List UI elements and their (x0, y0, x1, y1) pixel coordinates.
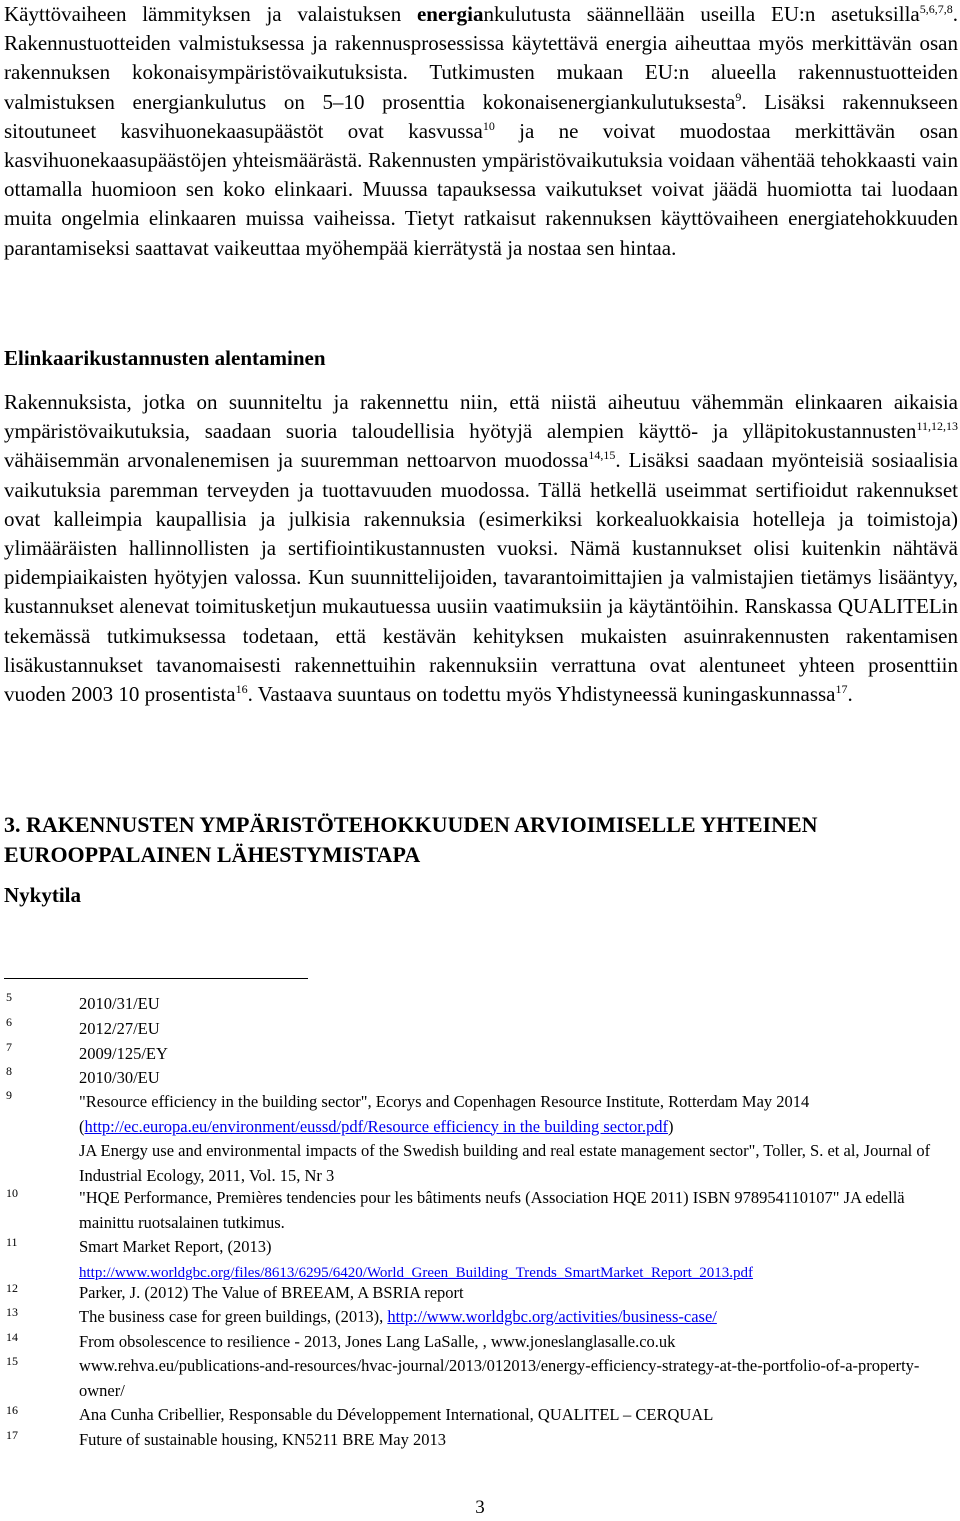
footnote-text: www.rehva.eu/publications-and-resources/hvac-journal/2013/012013/energy-efficiency-strategy-at-the-portfolio-of-a-property-owner/ (79, 1356, 920, 1400)
footnote-ref[interactable]: 10 (482, 118, 495, 133)
footnote-text: "HQE Performance, Premières tendencies pour les bâtiments neufs (Association HQE 2011) ISBN 978954110107" JA edellä mainittu ruotsalainen tutkimus. (79, 1188, 905, 1232)
footnote-text: 2012/27/EU (79, 1019, 160, 1038)
footnote-number: 9 (6, 1088, 12, 1102)
section-heading-life-cycle-costs: Elinkaarikustannusten alentaminen (4, 346, 326, 370)
page-number: 3 (475, 1497, 485, 1518)
paragraph-life-cycle-costs (4, 388, 958, 709)
footnote-ref[interactable]: 16 (235, 682, 248, 697)
text: "Resource efficiency in the building sector", Ecorys and Copenhagen Resource Institute, Rotterdam May 2014 ( (79, 1092, 810, 1136)
footnote-number: 7 (6, 1040, 12, 1054)
footnote-text: Ana Cunha Cribellier, Responsable du Développement International, QUALITEL – CERQUAL (79, 1405, 714, 1424)
footnote-text: 2009/125/EY (79, 1044, 168, 1063)
footnote-text: 2010/31/EU (79, 994, 160, 1013)
footnote-text: Parker, J. (2012) The Value of BREEAM, A BSRIA report (79, 1283, 464, 1302)
text: . Rakennustuotteiden valmistuksessa ja rakennusprosessissa käytettävä energia aiheuttaa myös merkittävän osan rakennuksen kokonaisympäristövaikutuksista. Tutkimusten mukaan EU:n alueella rakennustuotteiden valmistuksen energiankulutus on 5–10 prosenttia kokonaisenergiankulutuksesta (4, 2, 958, 114)
footnote-number: 10 (6, 1186, 18, 1200)
text: nkulutusta säännellään useilla EU:n asetuksilla (483, 2, 920, 26)
text: . Lisäksi rakennukseen sitoutuneet kasvihuonekaasupäästöt ovat kasvussa (4, 89, 958, 143)
footnote-number: 11 (6, 1235, 18, 1249)
footnote-number: 6 (6, 1015, 12, 1029)
resource-efficiency-link[interactable]: http://ec.europa.eu/environment/eussd/pdf/Resource efficiency in the building sector.pdf (84, 1116, 668, 1136)
text: . (847, 682, 853, 707)
chapter-heading: 3. RAKENNUSTEN YMPÄRISTÖTEHOKKUUDEN ARVIOIMISELLE YHTEINEN EUROOPPALAINEN LÄHESTYMISTAPA (4, 812, 818, 867)
paragraph-energy-consumption (4, 0, 958, 263)
subsection-heading-current-state: Nykytila (4, 883, 82, 907)
business-case-link[interactable]: http://www.worldgbc.org/activities/business-case/ (387, 1307, 717, 1326)
footnote-ref[interactable]: 14,15 (588, 448, 616, 463)
footnote-ref[interactable]: 11,12,13 (916, 419, 958, 434)
footnote-ref[interactable]: 5,6,7,8 (919, 2, 953, 16)
text: vähäisemmän arvonalenemisen ja suuremman nettoarvon muodossa (4, 448, 589, 473)
smartmarket-report-link[interactable]: http://www.worldgbc.org/files/8613/6295/6420/World_Green_Building_Trends_SmartMarket_Report_2013.pdf (79, 1264, 754, 1281)
text: energia (416, 2, 484, 26)
footnote-number: 17 (6, 1428, 18, 1442)
footnote-ref[interactable]: 17 (835, 682, 848, 697)
footnote-number: 5 (6, 990, 12, 1004)
footnote-ref[interactable]: 9 (735, 89, 742, 104)
footnote-separator (4, 978, 308, 979)
footnote-number: 13 (6, 1305, 18, 1319)
footnote-text: From obsolescence to resilience - 2013, Jones Lang LaSalle, , www.joneslanglasalle.co.uk (79, 1332, 676, 1351)
text: Smart Market Report, (2013) (79, 1237, 272, 1256)
footnote-number: 8 (6, 1064, 12, 1078)
text: Käyttövaiheen lämmityksen ja valaistuksen (4, 2, 417, 26)
text: ja ne voivat muodostaa merkittävän osan kasvihuonekaasupäästöjen yhteismäärästä. Rakennusten ympäristövaikutuksia voidaan vähentää tehokkaasti vain ottamalla huomioon sen koko elinkaari. Muussa tapauksessa vaikutukset voivat jäädä huomiotta tai luodaan muita ongelmia elinkaaren muissa vaiheissa. Tietyt ratkaisut rakennuksen käyttövaiheen energiatehokkuuden parantamiseksi saattavat vaikeuttaa myöhempää kierrätystä ja nostaa sen hintaa. (4, 118, 958, 260)
footnote-text: Future of sustainable housing, KN5211 BRE May 2013 (79, 1430, 446, 1449)
footnote-number: 16 (6, 1403, 18, 1417)
footnote-number: 15 (6, 1354, 18, 1368)
footnote-number: 12 (6, 1281, 18, 1295)
footnote-number: 14 (6, 1330, 18, 1344)
footnote-text (79, 1305, 955, 1330)
text: ) (667, 1116, 674, 1136)
text: . Vastaava suuntaus on todettu myös Yhdistyneessä kuningaskunnassa (247, 682, 836, 707)
footnote-text (79, 1090, 955, 1188)
footnote-text (79, 1235, 955, 1285)
text: . Lisäksi saadaan myönteisiä sosiaalisia vaikutuksia paremman terveyden ja tuottavuuden muodossa. Tällä hetkellä useimmat sertifioidut rakennukset ovat kalleimpia kaupallisia ja julkisia rakennuksia (esimerkiksi korkealuokkaisia hotelleja ja toimistoja) ylimääräisten hallinnollisten ja sertifiointikustannusten vuoksi. Nämä kustannukset olisi kuitenkin nähtävä pidempiaikaisten hyötyjen valossa. Kun suunnittelijoiden, tavarantoimittajien ja valmistajien tietämys lisääntyy, kustannukset alenevat toimitusketjun mukautuessa uusiin vaatimuksiin ja käytäntöihin. Ranskassa QUALITELin tekemässä tutkimuksessa todetaan, että kestävän kehityksen mukaisten asuinrakennusten rakentamisen lisäkustannukset tavanomaisesti rakennettuihin rakennuksiin verrattuna ovat alentuneet yhteen prosenttiin vuoden 2003 10 prosentista (4, 448, 958, 707)
text: The business case for green buildings, (2013), (79, 1307, 388, 1326)
text: Rakennuksista, jotka on suunniteltu ja rakennettu niin, että niistä aiheutuu vähemmän elinkaaren aikaisia ympäristövaikutuksia, saadaan suoria taloudellisia hyötyjä alempien käyttö- ja ylläpitokustannusten (4, 390, 958, 444)
text: JA Energy use and environmental impacts of the Swedish building and real estate management sector", Toller, S. et al, Journal of Industrial Ecology, 2011, Vol. 15, Nr 3 (79, 1141, 931, 1185)
footnote-text: 2010/30/EU (79, 1068, 160, 1087)
